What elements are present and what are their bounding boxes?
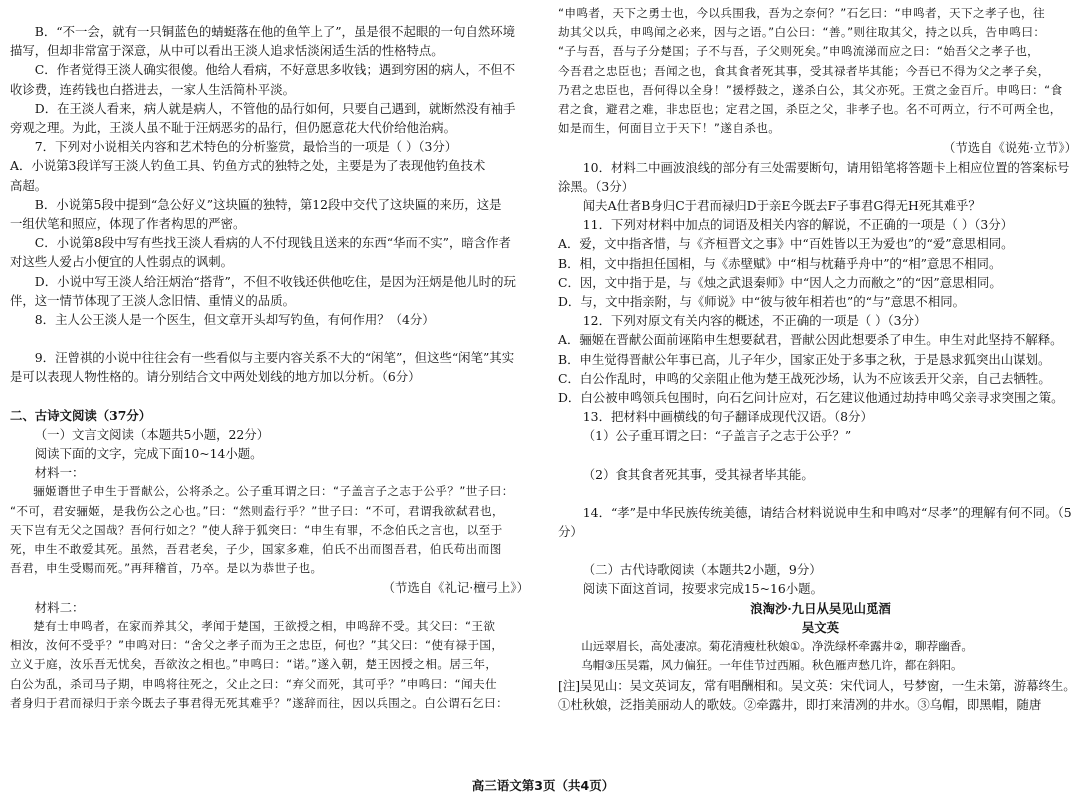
option-c-q7: C．小说第8段中写有些找王淡人看病的人不付现钱且送来的东西“华而不实”，暗含作者 <box>34 235 511 251</box>
option-b-q6: B．“不一会，就有一只铜蓝色的蜻蜓落在他的鱼竿上了”，虽是很不起眼的一句自然环境 <box>34 24 516 39</box>
option-b-q6-cont: 描写，但却非常富于深意，从中可以看出王淡人追求恬淡闲适生活的性格特点。 <box>10 43 444 59</box>
material-1-text: 死，申生不敢爱其死。虽然，吾君老矣，子少，国家多难，伯氏不出而图吾君，伯氏苟出而图 <box>10 542 502 557</box>
poem-note-cont: ①杜秋娘，泛指美丽动人的歌妓。②牵露井，即打来清冽的井水。③乌帽，即黑帽，随唐 <box>558 696 1042 712</box>
material-2-text: 君之食，避君之难，非忠臣也；定君之国，杀臣之父，非孝子也。名不可两立，行不可两全也， <box>558 102 1062 117</box>
option-c-q6: C．作者觉得王淡人确实很傻。他给人看病，不好意思多收钱；遇到穷困的病人，不但不 <box>34 62 516 78</box>
section-heading: 二、古诗文阅读（37分） <box>10 407 152 423</box>
material-2-text: “申鸣者，天下之勇士也，今以兵围我，吾为之奈何？”石乞曰：“申鸣者，天下之孝子也，往 <box>558 6 1045 20</box>
option-d-q7-cont: 伴，这一情节体现了王淡人念旧情、重情义的品质。 <box>10 292 295 308</box>
material-2-text: “子与吾，吾与子分楚国；子不与吾，子父则死矣。”申鸣流涕而应之曰：“始吾父之孝子也， <box>558 44 1040 59</box>
question-13-part-1: （1）公子重耳谓之曰：“子盖言子之志于公乎？” <box>582 428 852 444</box>
material-1-text: 骊姬谮世子申生于晋献公，公将杀之。公子重耳谓之曰：“子盖言子之志于公乎？”世子曰： <box>33 484 514 499</box>
material-2-label: 材料二： <box>34 599 85 615</box>
poem-author: 吴文英 <box>801 619 840 635</box>
option-a-q11: A．爱，文中指吝惜，与《齐桓晋文之事》中“百姓皆以王为爱也”的“爱”意思相同。 <box>558 236 1014 252</box>
option-c-q12: C．白公作乱时，申鸣的父亲阻止他为楚王战死沙场，认为不应该丢开父亲，自己去牺牲。 <box>558 370 1051 386</box>
question-10-cont: 涂黑。（3分） <box>558 178 635 194</box>
question-7: 7．下列对小说相关内容和艺术特色的分析鉴赏，最恰当的一项是（ ）（3分） <box>34 139 458 155</box>
option-d-q6-cont: 旁观之理。为此，王淡人虽不耻于汪炳恶劣的品行，但仍愿意花大代价给他治病。 <box>10 120 457 136</box>
option-b-q12: B．申生觉得晋献公年事已高，儿子年少，国家正处于多事之秋，于是恳求狐突出山谋划。 <box>558 351 1051 367</box>
page-footer: 高三语文第3页（共4页） <box>471 778 615 793</box>
option-a-q12: A．骊姬在晋献公面前诬陷申生想要弑君，晋献公因此想要杀了申生。申生对此坚持不解释。 <box>558 332 1063 348</box>
question-12: 12．下列对原文有关内容的概述，不正确的一项是（ ）（3分） <box>582 313 927 329</box>
poem-line-1: 山远翠眉长，高处凄凉。菊花清瘦杜秋娘①。净洗绿杯牵露井②，聊荐幽香。 <box>581 639 973 654</box>
material-2-text: 如是而生，何面目立于天下！”遂自杀也。 <box>558 121 781 136</box>
option-c-q6-cont: 收诊费，连药钱也白搭进去，一家人生活简朴平淡。 <box>10 81 295 97</box>
poem-line-2: 乌帽③压吴霜，风力偏狂。一年佳节过西厢。秋色雁声愁几许，都在斜阳。 <box>581 658 963 673</box>
material-1-source: （节选自《礼记·檀弓上》） <box>382 580 529 596</box>
question-10: 10．材料二中画波浪线的部分有三处需要断句，请用铅笔将答题卡上相应位置的答案标号 <box>582 159 1070 175</box>
material-2-text: 立义于庭，汝乐吾无忧矣，吾欲汝之相也。”申鸣曰：“诺。”遂入朝，楚王因授之相。居三年， <box>10 657 498 672</box>
reading-instruction: 阅读下面的文字，完成下面10~14小题。 <box>34 446 263 462</box>
option-c-q11: C．因，文中指于是，与《烛之武退秦师》中“因人之力而敝之”的“因”意思相同。 <box>558 274 1002 290</box>
poem-note: [注]吴见山：吴文英词友，常有唱酬相和。吴文英：宋代词人，号梦窗，一生未第，游幕终生。 <box>558 677 1076 693</box>
question-10-sentence: 闻夫A仕者B身归C于君而禄归D于亲E今既去F子事君G得无H死其难乎？ <box>582 198 981 214</box>
option-b-q7: B．小说第5段中提到“急公好义”这块匾的独特，第12段中交代了这块匾的来历，这是 <box>34 196 502 212</box>
option-d-q12: D．白公被申鸣领兵包围时，向石乞问计应对，石乞建议他通过劫持申鸣父亲寻求突围之策。 <box>558 390 1064 406</box>
material-2-text: 者身归于君而禄归于亲今既去子事君得无死其难乎？”遂辞而往，因以兵围之。白公谓石乞曰： <box>10 695 509 710</box>
material-2-text: 楚有士申鸣者，在家而养其父，孝闻于楚国，王欲授之相，申鸣辞不受。其父曰：“王欲 <box>33 618 496 633</box>
question-13: 13．把材料中画横线的句子翻译成现代汉语。（8分） <box>582 409 873 425</box>
poetry-subsection-heading: （二）古代诗歌阅读（本题共2小题，9分） <box>582 562 822 578</box>
subsection-heading: （一）文言文阅读（本题共5小题，22分） <box>34 426 270 442</box>
option-b-q7-cont: 一组伏笔和照应，体现了作者构思的严密。 <box>10 216 246 232</box>
right-column <box>558 0 1083 714</box>
material-2-text: 相汝，汝何不受乎？”申鸣对曰：“舍父之孝子而为王之忠臣，何也？”其父曰：“使有禄于国， <box>10 638 504 653</box>
poetry-instruction: 阅读下面这首词，按要求完成15~16小题。 <box>582 581 823 597</box>
material-2-text: 乃君之忠臣也，吾何得以全身！”援桴鼓之，遂杀白公，其父亦死。王赏之金百斤。申鸣曰：“食 <box>558 82 1063 97</box>
option-d-q11: D．与，文中指亲附，与《师说》中“彼与彼年相若也”的“与”意思不相同。 <box>558 294 965 310</box>
question-8: 8．主人公王淡人是一个医生，但文章开头却写钓鱼，有何作用？（4分） <box>34 312 435 328</box>
material-2-text: 今吾君之忠臣也；吾闻之也，食其食者死其事，受其禄者毕其能；今吾已不得为父之孝子矣， <box>558 63 1050 78</box>
material-2-source: （节选自《说苑·立节》） <box>942 140 1077 156</box>
question-13-part-2: （2）食其食者死其事，受其禄者毕其能。 <box>582 466 814 482</box>
material-1-text: 吾君，申生受赐而死。”再拜稽首，乃卒。是以为恭世子也。 <box>10 561 323 576</box>
question-9-cont: 是可以表现人物性格的。请分别结合文中两处划线的地方加以分析。（6分） <box>10 369 421 385</box>
left-column <box>10 0 535 713</box>
option-d-q7: D．小说中写王淡人给汪炳治“搭背”，不但不收钱还供他吃住，是因为汪炳是他儿时的玩 <box>34 273 516 289</box>
material-1-text: “不可，君安骊姬，是我伤公之心也。”曰：“然则盍行乎？”世子曰：“不可，君谓我欲弑君也， <box>10 503 504 518</box>
option-b-q11: B．相，文中指担任国相，与《赤壁赋》中“相与枕藉乎舟中”的“相”意思不相同。 <box>558 255 1002 271</box>
material-1-label: 材料一： <box>34 465 85 481</box>
material-2-text: 白公为乱，杀司马子期，申鸣将往死之，父止之曰：“弃父而死，其可乎？”申鸣曰：“闻夫仕 <box>10 676 497 691</box>
material-2-text: 劫其父以兵，申鸣闻之必来，因与之语。”白公曰：“善。”则往取其父，持之以兵，告申鸣曰： <box>558 25 1046 40</box>
material-1-text: 天下岂有无父之国哉？吾何行如之？”使人辞于狐突曰：“申生有罪，不念伯氏之言也，以至于 <box>10 522 503 537</box>
question-14: 14．“孝”是中华民族传统美德，请结合材料说说申生和申鸣对“尽孝”的理解有何不同。（5分） <box>558 504 1072 540</box>
question-11: 11．下列对材料中加点的词语及相关内容的解说，不正确的一项是（ ）（3分） <box>582 217 1014 233</box>
option-d-q6: D．在王淡人看来，病人就是病人，不管他的品行如何，只要自己遇到，就断然没有袖手 <box>34 100 516 116</box>
option-a-q7: A．小说第3段详写王淡人钓鱼工具、钓鱼方式的独特之处，主要是为了表现他钓鱼技术 <box>10 158 486 174</box>
option-a-q7-cont: 高超。 <box>10 177 48 193</box>
option-c-q7-cont: 对这些人爱占小便宜的人性弱点的讽刺。 <box>10 254 234 270</box>
question-9: 9．汪曾祺的小说中往往会有一些看似与主要内容关系不大的“闲笔”，但这些“闲笔”其实 <box>34 350 515 366</box>
poem-title: 浪淘沙·九日从吴见山觅酒 <box>750 600 891 616</box>
